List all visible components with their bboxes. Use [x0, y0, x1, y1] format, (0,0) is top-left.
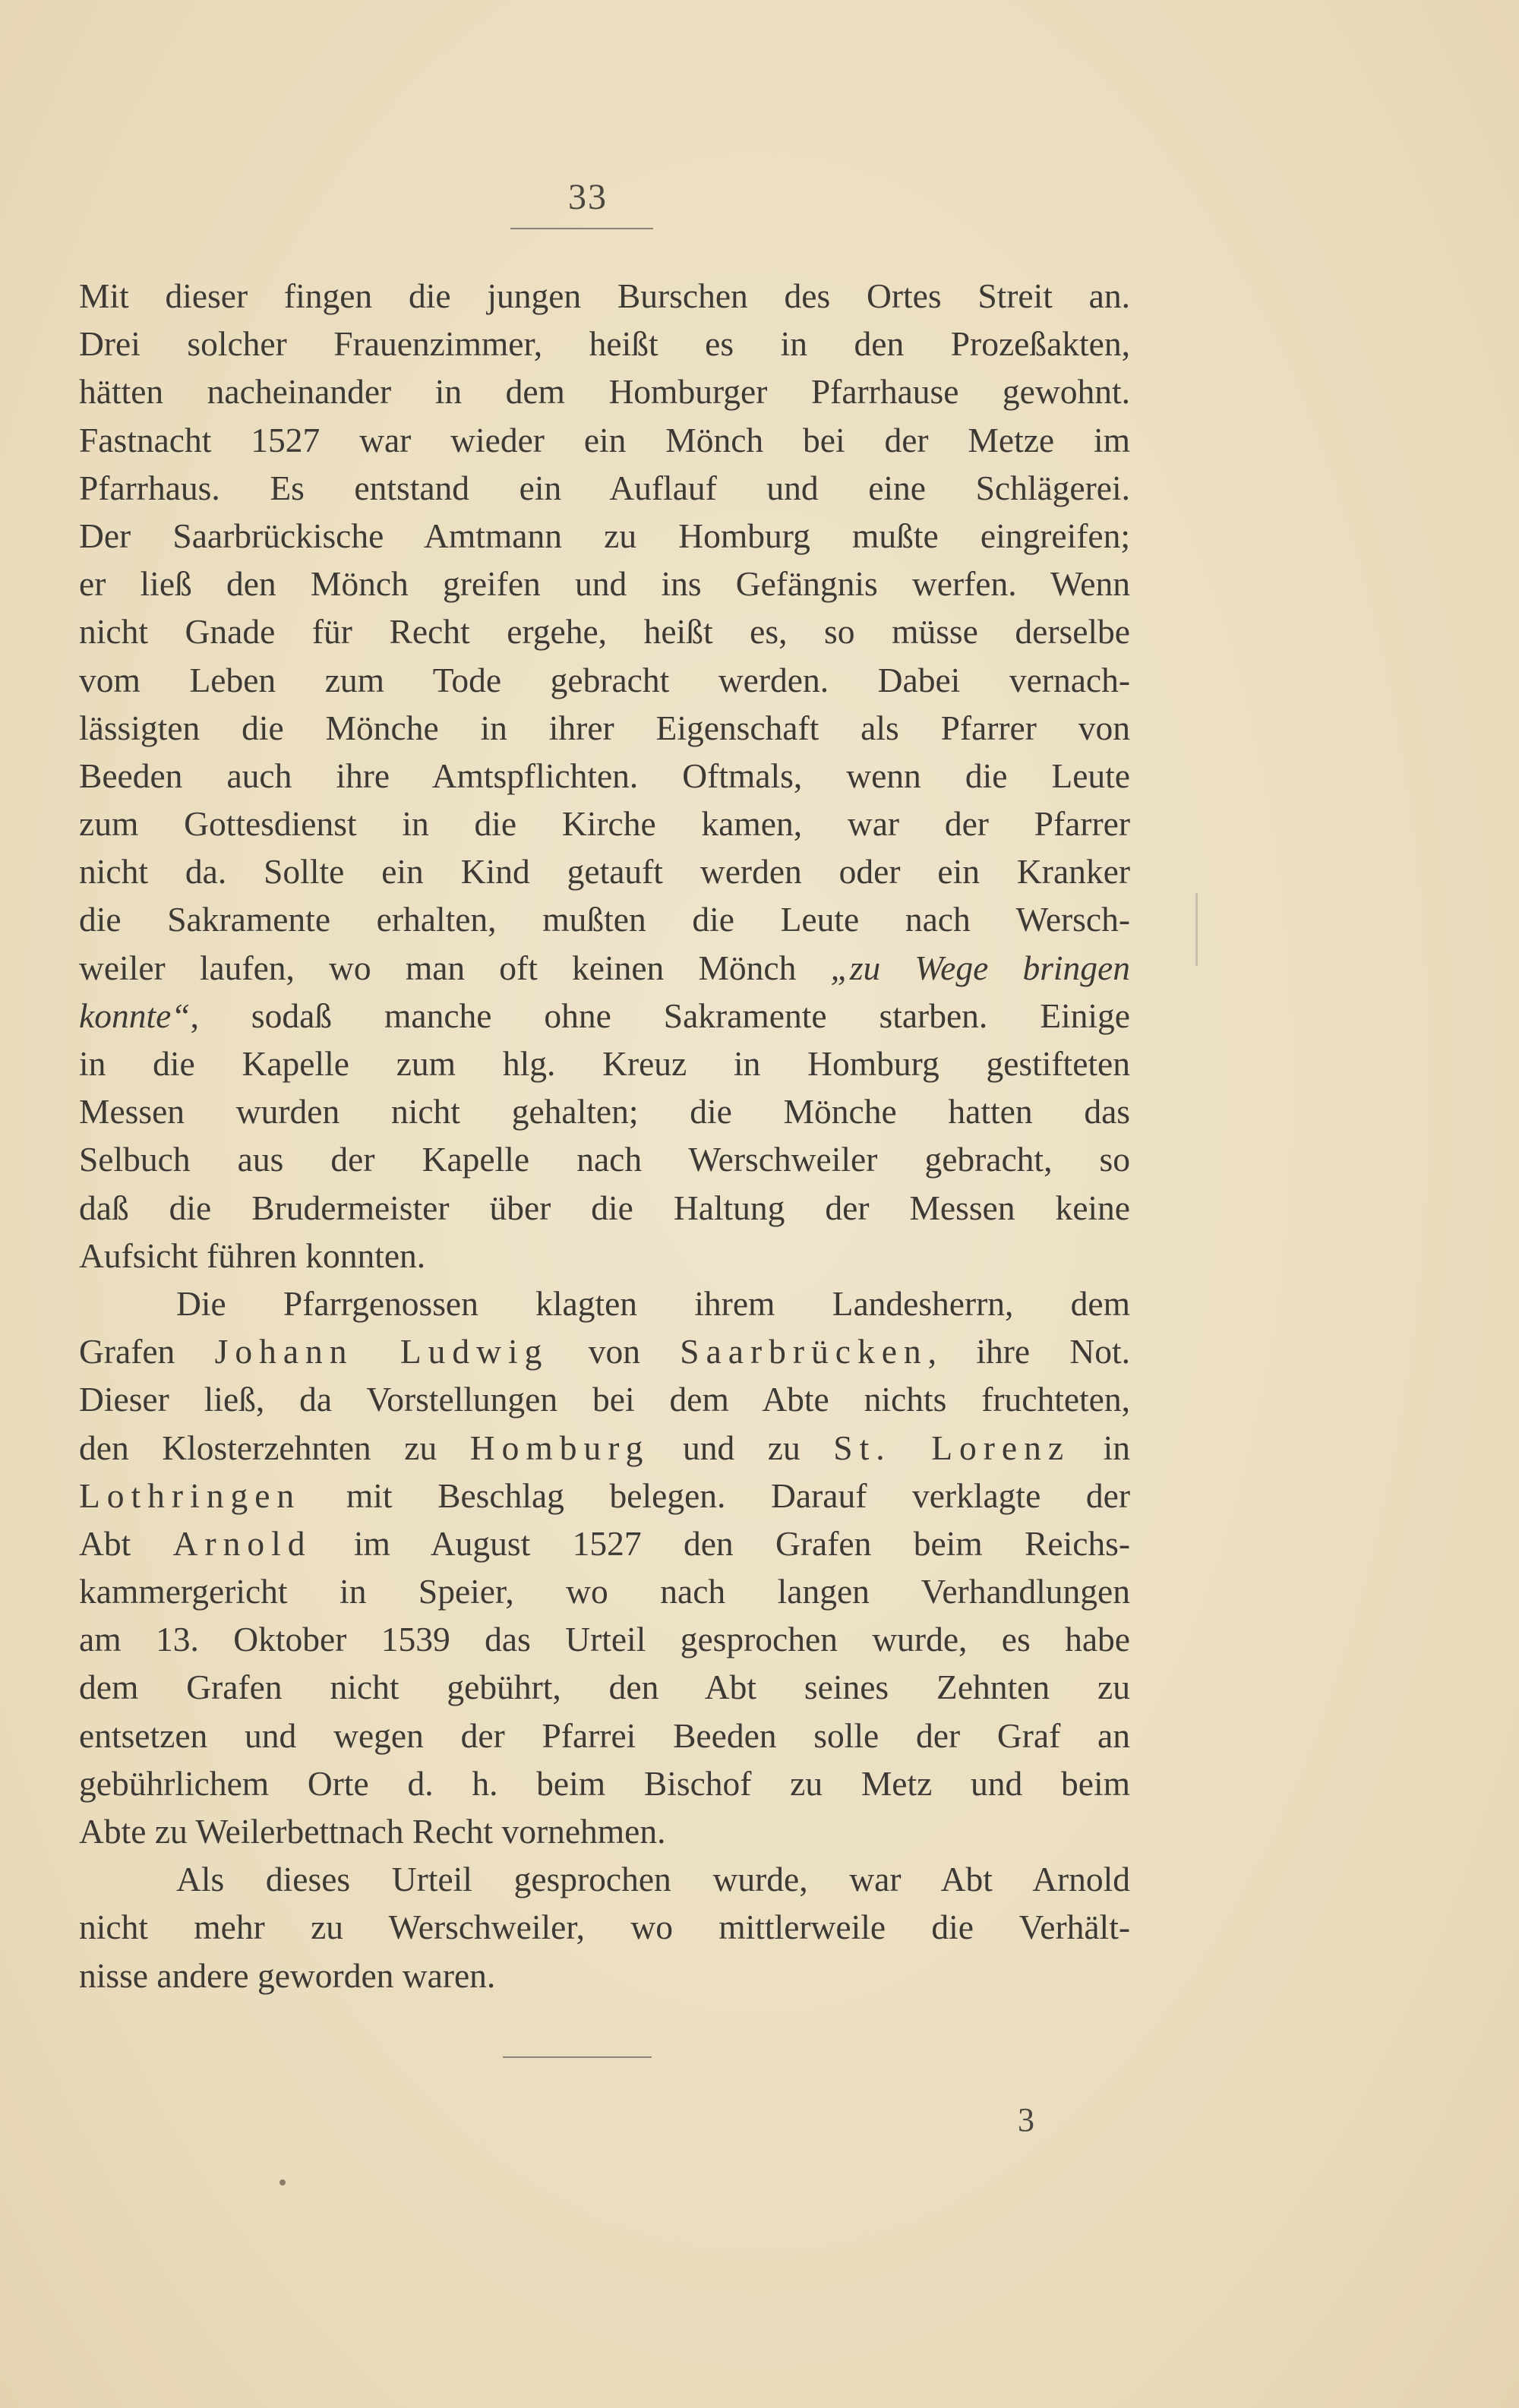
text-line: Dieser ließ, da Vorstellungen bei dem Abte nichts fruchteten,	[79, 1380, 1130, 1419]
text-segment: , sodaß manche ohne Sakramente starben. Einige	[190, 996, 1130, 1035]
text-line: kammergericht in Speier, wo nach langen Verhandlungen	[79, 1572, 1130, 1611]
quoted-phrase: „zu Wege bringen	[830, 948, 1130, 987]
text-line: entsetzen und wegen der Pfarrei Beeden solle der Graf an	[79, 1715, 1130, 1755]
paragraph-3	[79, 1855, 1130, 1999]
text-line: nicht Gnade für Recht ergehe, heißt es, so müsse derselbe	[79, 612, 1130, 652]
page-number: 33	[568, 177, 608, 217]
text-segment: von	[588, 1332, 640, 1371]
paragraph-2	[79, 1280, 1130, 1855]
text-line: Beeden auch ihre Amtspflichten. Oftmals, wenn die Leute	[79, 756, 1130, 795]
text-line	[79, 1520, 1130, 1567]
text-line: Die Pfarrgenossen klagten ihrem Landesherrn, dem	[176, 1283, 1130, 1323]
body-text	[79, 272, 1130, 1999]
quoted-phrase: konnte“	[79, 996, 191, 1035]
text-line: am 13. Oktober 1539 das Urteil gesprochen wurde, es habe	[79, 1620, 1130, 1659]
text-line: nicht da. Sollte ein Kind getauft werden oder ein Kranker	[79, 852, 1130, 892]
text-line: zum Gottesdienst in die Kirche kamen, war der Pfarrer	[79, 804, 1130, 844]
spaced-name: Lothringen	[79, 1475, 302, 1515]
text-line: lässigten die Mönche in ihrer Eigenschaft als Pfarrer von	[79, 708, 1130, 747]
text-segment: Abt	[79, 1523, 131, 1563]
text-line: Pfarrhaus. Es entstand ein Auflauf und eine Schlägerei.	[79, 468, 1130, 507]
text-line: hätten nacheinander in dem Homburger Pfarrhause gewohnt.	[79, 372, 1130, 412]
signature-mark: 3	[1018, 2101, 1034, 2138]
text-segment: in	[1103, 1428, 1131, 1467]
text-segment: den Klosterzehnten zu	[79, 1428, 437, 1467]
text-segment: weiler laufen, wo man oft keinen Mönch	[79, 948, 797, 987]
text-line: nicht mehr zu Werschweiler, wo mittlerweile die Verhält-	[79, 1908, 1130, 1947]
header-rule	[510, 228, 653, 229]
text-line: daß die Brudermeister über die Haltung der Messen keine	[79, 1188, 1130, 1227]
text-line: vom Leben zum Tode gebracht werden. Dabei vernach-	[79, 660, 1130, 699]
text-line: er ließ den Mönch greifen und ins Gefängnis werfen. Wenn	[79, 564, 1130, 604]
text-line: Mit dieser fingen die jungen Burschen des Ortes Streit an.	[79, 276, 1130, 315]
text-line: Aufsicht führen konnten.	[79, 1236, 426, 1275]
spaced-name: Arnold	[172, 1523, 312, 1563]
text-line	[79, 1424, 1130, 1472]
text-line: Der Saarbrückische Amtmann zu Homburg mußte eingreifen;	[79, 516, 1130, 555]
text-segment: Grafen	[79, 1332, 175, 1371]
paragraph-1	[79, 272, 1130, 1280]
text-line: Messen wurden nicht gehalten; die Mönche hatten das	[79, 1092, 1130, 1131]
text-segment: und zu	[682, 1428, 801, 1467]
spaced-name: Saarbrücken	[680, 1332, 928, 1371]
text-line: gebührlichem Orte d. h. beim Bischof zu Metz und beim	[79, 1763, 1130, 1803]
text-line: dem Grafen nicht gebührt, den Abt seines Zehnten zu	[79, 1668, 1130, 1707]
text-line: die Sakramente erhalten, mußten die Leute nach Wersch-	[79, 900, 1130, 939]
spaced-name: St. Lorenz	[833, 1428, 1071, 1467]
paper-speck	[279, 2179, 286, 2186]
text-segment: im August 1527 den Grafen beim Reichs-	[353, 1523, 1131, 1563]
spaced-name: Homburg	[469, 1428, 650, 1467]
text-line: nisse andere geworden waren.	[79, 1955, 496, 1995]
text-line: Als dieses Urteil gesprochen wurde, war Abt Arnold	[176, 1860, 1130, 1899]
text-line	[79, 1327, 1130, 1375]
text-line: in die Kapelle zum hlg. Kreuz in Homburg gestifteten	[79, 1044, 1130, 1083]
text-line: Fastnacht 1527 war wieder ein Mönch bei der Metze im	[79, 420, 1130, 459]
text-line	[79, 944, 1130, 992]
spaced-name: Johann Ludwig	[214, 1332, 549, 1371]
text-segment: mit Beschlag belegen. Darauf verklagte der	[346, 1475, 1130, 1515]
footer-rule	[503, 2056, 652, 2058]
text-line	[79, 992, 1130, 1040]
text-segment: , ihre Not.	[927, 1332, 1131, 1371]
text-line: Abte zu Weilerbettnach Recht vornehmen.	[79, 1812, 666, 1851]
text-line: Drei solcher Frauenzimmer, heißt es in den Prozeßakten,	[79, 324, 1130, 364]
margin-mark	[1195, 893, 1198, 966]
text-line	[79, 1472, 1130, 1520]
text-line: Selbuch aus der Kapelle nach Werschweiler gebracht, so	[79, 1140, 1130, 1179]
